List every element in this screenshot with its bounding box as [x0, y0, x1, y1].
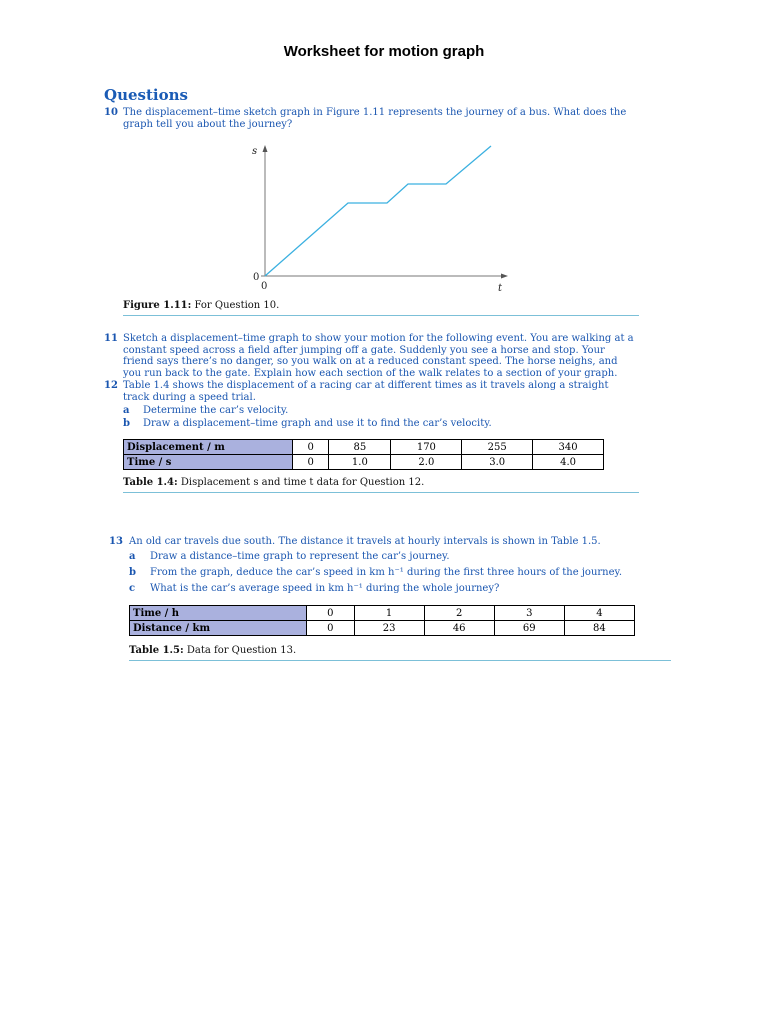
divider	[129, 660, 671, 661]
divider	[123, 492, 639, 493]
question-13-text: An old car travels due south. The distance it travels at hourly intervals is shown in Table 1.5.	[129, 536, 601, 547]
question-11-text: Sketch a displacement–time graph to show your motion for the following event. You are walking at a constant speed across a field after jumping off a gate. Suddenly you see a horse and stop. Your friend says there’s no danger, so you walk on at a reduced constant speed. The horse neighs, and you run back to the gate. Explain how each section of the walk relates to a section of your graph.	[123, 333, 634, 379]
table-cell: 0	[293, 440, 329, 455]
table-cell: 170	[391, 440, 462, 455]
table-1-4-caption	[123, 477, 424, 488]
page-title: Worksheet for motion graph	[283, 43, 485, 60]
table-caption-label: Table 1.5:	[129, 645, 184, 656]
t-axis-arrow-icon	[501, 274, 508, 279]
figure-caption-label: Figure 1.11:	[123, 300, 192, 311]
table-cell: 1	[354, 606, 424, 621]
figure-1-11-caption	[123, 300, 279, 311]
table-row-header: Time / s	[124, 455, 293, 470]
question-13-number: 13	[109, 536, 123, 547]
table-cell: 340	[533, 440, 604, 455]
question-13c-text: What is the car’s average speed in km h⁻¹ during the whole journey?	[150, 583, 500, 594]
table-cell: 3.0	[462, 455, 533, 470]
table-cell: 2	[424, 606, 494, 621]
figure-caption-text: For Question 10.	[191, 300, 280, 311]
question-10-text: The displacement–time sketch graph in Figure 1.11 represents the journey of a bus. What does the graph tell you about the journey?	[123, 107, 627, 130]
table-cell: 2.0	[391, 455, 462, 470]
table-1-5	[129, 605, 635, 636]
table-cell: 0	[307, 606, 355, 621]
table-cell: 255	[462, 440, 533, 455]
question-13a-text: Draw a distance–time graph to represent the car’s journey.	[150, 551, 450, 562]
table-cell: 4.0	[533, 455, 604, 470]
table-cell: 46	[424, 621, 494, 636]
s-axis-arrow-icon	[263, 145, 268, 152]
table-caption-text: Displacement s and time t data for Question 12.	[177, 477, 425, 488]
table-cell: 69	[494, 621, 564, 636]
table-cell: 1.0	[329, 455, 391, 470]
table-caption-text: Data for Question 13.	[183, 645, 297, 656]
question-11-number: 11	[104, 333, 118, 344]
origin-y-label: 0	[253, 272, 260, 283]
table-1-4	[123, 439, 604, 470]
table-cell: 85	[329, 440, 391, 455]
question-12a-label: a	[123, 405, 130, 416]
question-12-text: Table 1.4 shows the displacement of a racing car at different times as it travels along a straight track during a speed trial.	[123, 380, 609, 403]
table-row-header: Displacement / m	[124, 440, 293, 455]
table-1-5-caption	[129, 645, 296, 656]
question-13b-label: b	[129, 567, 136, 578]
question-12b-label: b	[123, 418, 130, 429]
displacement-line	[265, 146, 491, 276]
table-cell: 0	[293, 455, 329, 470]
divider	[123, 315, 639, 316]
question-10-number: 10	[104, 107, 118, 118]
table-cell: 4	[564, 606, 634, 621]
t-label: t	[498, 283, 503, 294]
table-cell: 0	[307, 621, 355, 636]
table-row	[130, 621, 635, 636]
question-13c-label: c	[129, 583, 136, 594]
table-row-header: Time / h	[130, 606, 307, 621]
table-row-header: Distance / km	[130, 621, 307, 636]
question-12-number: 12	[104, 380, 118, 391]
question-13b-text: From the graph, deduce the car’s speed in km h⁻¹ during the first three hours of the journey.	[150, 567, 623, 578]
figure-1-11-graph	[240, 140, 530, 295]
table-row	[124, 440, 604, 455]
table-row	[124, 455, 604, 470]
questions-heading: Questions	[104, 86, 188, 104]
question-12b-text: Draw a displacement–time graph and use it to find the car’s velocity.	[143, 418, 492, 429]
question-13a-label: a	[129, 551, 136, 562]
table-cell: 23	[354, 621, 424, 636]
table-cell: 84	[564, 621, 634, 636]
origin-x-label: 0	[261, 281, 268, 292]
table-row	[130, 606, 635, 621]
table-cell: 3	[494, 606, 564, 621]
table-caption-label: Table 1.4:	[123, 477, 178, 488]
s-label: s	[252, 146, 258, 157]
question-12a-text: Determine the car’s velocity.	[143, 405, 289, 416]
